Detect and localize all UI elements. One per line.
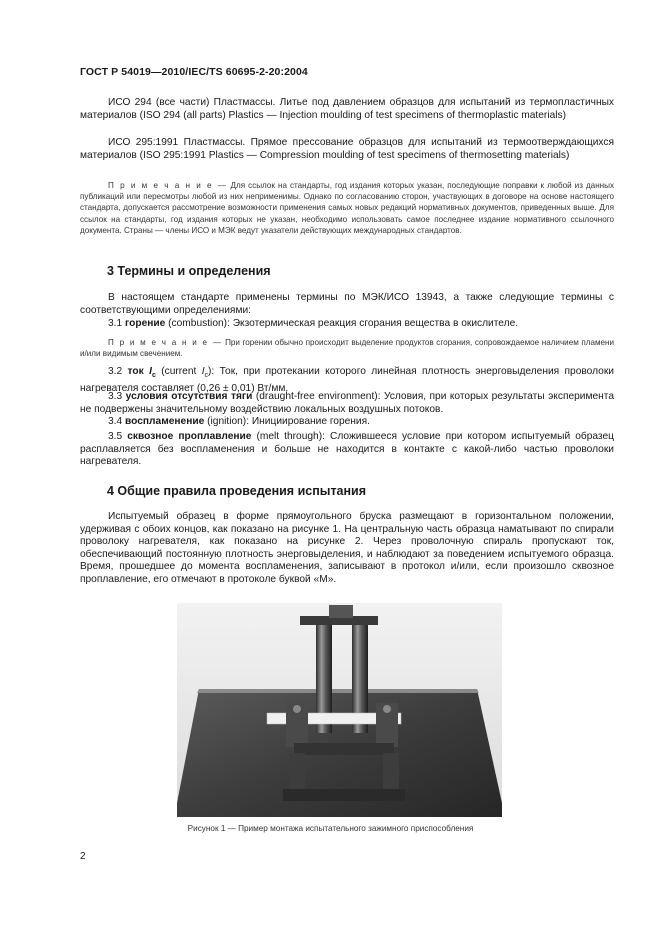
term-name: воспламенение bbox=[125, 416, 205, 427]
term-number: 3.3 bbox=[108, 391, 123, 402]
section-3-intro: В настоящем стандарте применены термины по МЭК/ИСО 13943, а также следующие термины с соответствующими определениями: bbox=[80, 292, 614, 316]
top-connector bbox=[329, 605, 353, 618]
term-number: 3.5 bbox=[108, 431, 123, 442]
note-label: П р и м е ч а н и е — bbox=[108, 181, 228, 190]
term-symbol-inline-subscript: c bbox=[204, 372, 209, 380]
term-name: сквозное проплавление bbox=[127, 431, 252, 442]
term-definition: (draught-free environment): Условия, при которых результаты эксперимента не подвержены значительному воздействию локальных воздушных потоков. bbox=[80, 391, 614, 415]
term-definition: ): Ток, при протекании которого линейная плотность энерговыделения проволоки нагревателя составляет (0,26 ± 0,01) Вт/мм. bbox=[80, 366, 614, 394]
term-name: условия отсутствия тяги bbox=[125, 391, 253, 402]
document-header: ГОСТ Р 54019—2010/IEC/TS 60695-2-20:2004 bbox=[80, 66, 308, 78]
term-symbol-inline: I bbox=[201, 366, 205, 377]
note-references bbox=[80, 180, 614, 236]
term-definition-start: (current bbox=[155, 366, 202, 377]
term-symbol: I bbox=[149, 366, 152, 377]
lower-right-support bbox=[383, 753, 399, 793]
page-number: 2 bbox=[80, 851, 86, 862]
left-clamp-screw bbox=[293, 705, 301, 713]
lower-left-support bbox=[289, 753, 305, 793]
term-definition: (melt through): Сложившееся условие при котором испытуемый образец расплавляется без воспламенения и больше не находится в контакте с какой-либо частью проволоки нагревателя. bbox=[80, 431, 614, 468]
term-symbol-subscript: c bbox=[151, 372, 156, 380]
lower-base-block bbox=[283, 789, 405, 801]
note-combustion bbox=[80, 337, 614, 359]
base-plate-edge bbox=[197, 689, 479, 693]
section-4-paragraph: Испытуемый образец в форме прямоугольного бруска размещают в горизонтальном положении, удерживая с обоих концов, как показано на рисунке 1. На центральную часть образца наматывают по спирали проволоку нагревателя, как показано на рисунке 2. Через проволочную спираль пропускают ток, обеспечивающий постоянную плотность энерговыделения, и наблюдают за поведением испытуемого образца. Время, прошедшее до момента воспламенения, записывают в протокол и/или, если произошло сквозное проплавление, его отмечают в протоколе буквой «М». bbox=[80, 511, 614, 585]
term-3-5 bbox=[80, 431, 614, 469]
reference-iso-294: ИСО 294 (все части) Пластмассы. Литье под давлением образцов для испытаний из термопластичных материалов (ISO 294 (all parts) Plastics — Injection moulding of test specimens of thermoplastic materials) bbox=[80, 97, 614, 121]
right-clamp-screw bbox=[383, 705, 391, 713]
term-name: ток bbox=[127, 366, 144, 377]
section-3-title: 3 Термины и определения bbox=[107, 264, 271, 278]
term-definition: (combustion): Экзотермическая реакция сгорания вещества в окислителе. bbox=[165, 318, 519, 329]
lower-rail bbox=[294, 743, 394, 755]
reference-iso-295: ИСО 295:1991 Пластмассы. Прямое прессование образцов для испытаний из термоотверждающихся материалов (ISO 295:1991 Plastics — Compression moulding of test specimens of thermosetting materials) bbox=[80, 137, 614, 161]
term-name: горение bbox=[125, 318, 166, 329]
term-number: 3.4 bbox=[108, 416, 123, 427]
section-4-title: 4 Общие правила проведения испытания bbox=[107, 484, 367, 498]
term-3-3 bbox=[80, 391, 614, 416]
term-number: 3.2 bbox=[108, 366, 123, 377]
test-fixture-photo bbox=[177, 603, 502, 817]
term-definition: (ignition): Инициирование горения. bbox=[204, 416, 370, 427]
term-number: 3.1 bbox=[108, 318, 123, 329]
figure-caption: Рисунок 1 — Пример монтажа испытательного зажимного приспособления bbox=[187, 824, 474, 833]
note-text: При горении обычно происходит выделение продуктов сгорания, сопровождаемое наличием пламени и/или видимым свечением. bbox=[80, 338, 614, 359]
term-3-4 bbox=[80, 416, 614, 429]
term-3-1 bbox=[80, 318, 614, 331]
note-label: П р и м е ч а н и е — bbox=[108, 338, 223, 347]
note-text: Для ссылок на стандарты, год издания которых указан, последующие поправки к любой из данных публикаций или пересмотры любой из них неприменимы. Однако по согласованию сторон, участвующих в договоре на основе настоящего стандарта, допускается рассмотрение возможности применения самых новых редакций нормативных документов, приведенных выше. Для ссылок на стандарты, год издания которых не указан, необходимо использовать самое последнее издание нормативного ссылочного документа. Страны — члены ИСО и МЭК ведут указатели действующих международных стандартов. bbox=[80, 181, 614, 235]
